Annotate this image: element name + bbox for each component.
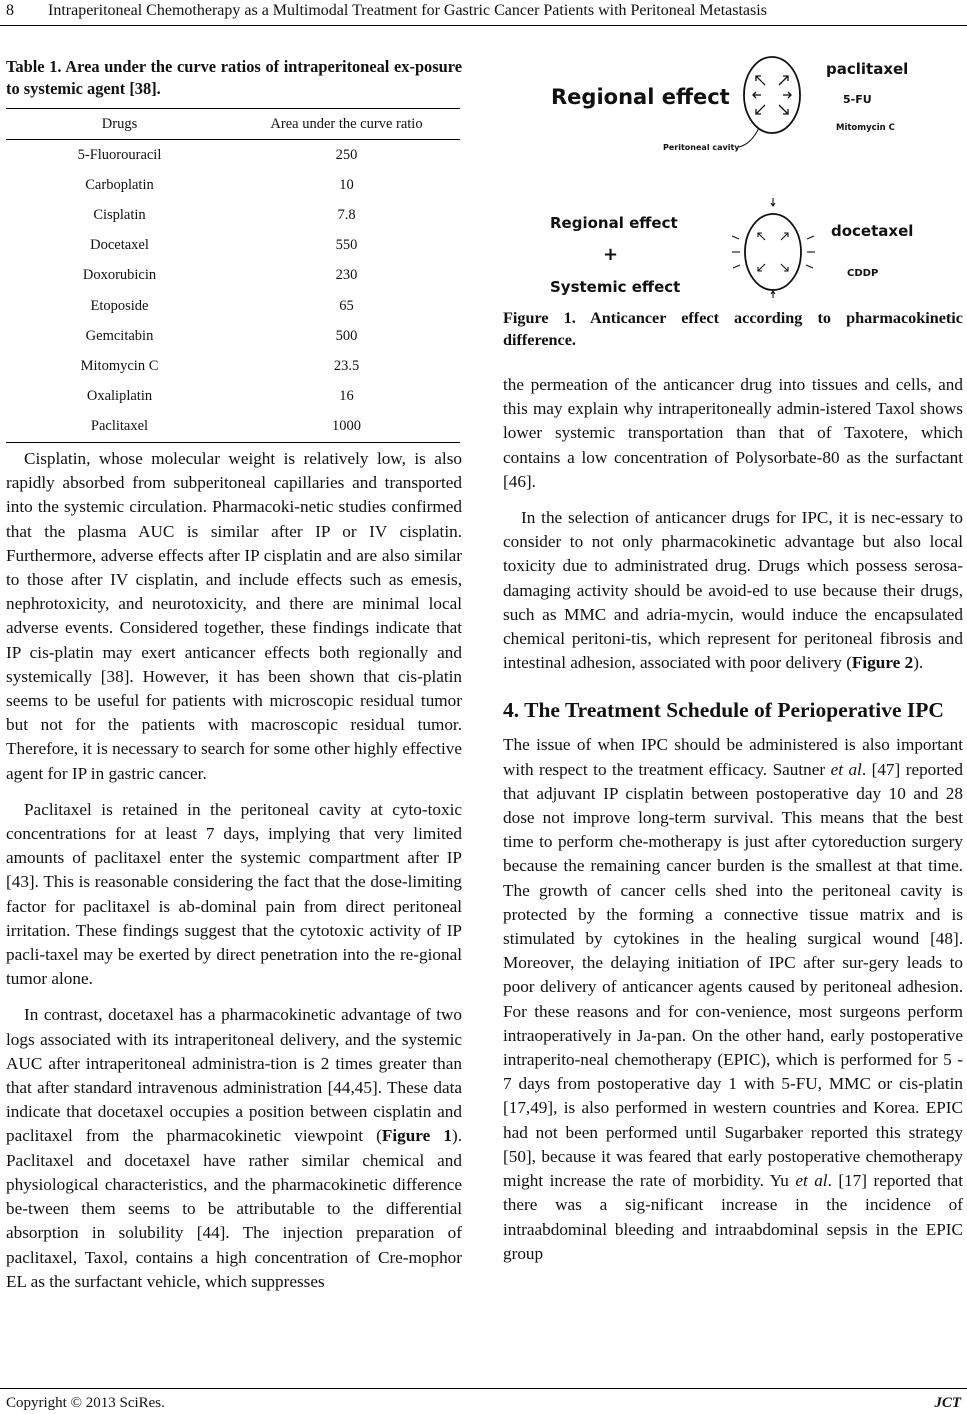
- text-run: ).: [913, 653, 924, 673]
- right-column: [503, 373, 963, 1266]
- figure-1-caption: Figure 1. Anticancer effect according to pharmacokinetic difference.: [503, 309, 963, 349]
- drug-cell: Oxaliplatin: [86, 388, 153, 405]
- text-run: In the selection of anticancer drugs for IPC, it is nec-essary to consider to not only pharmacokinetic advantage but also local toxicity due to administrated drug. Drugs which possess serosa-damaging activity should be avoid-ed to use because their drugs, such as MMC and adria-mycin, would induce the encapsulated chemical peritoni-tis, which represent for peritoneal fibrosis and intestinal adhesion, associated with poor delivery (: [503, 508, 963, 673]
- figure-1: [503, 40, 963, 302]
- left-column: [6, 447, 462, 1294]
- drug-cell: Mitomycin C: [80, 357, 159, 374]
- paragraph-cisplatin: Cisplatin, whose molecular weight is relatively low, is also rapidly absorbed from subperitoneal capillaries and transported into the systemic circulation. Pharmacoki-netic studies confirmed that the plasma AUC is similar after IP or IV cisplatin. Furthermore, adverse effects after IP cisplatin and are also similar to those after IV cisplatin, and include effects such as emesis, nephrotoxicity, and neurotoxicity, and there are minimal local adverse events. Considered together, these findings indicate that IP cis-platin may exert anticancer effects both regionally and systemically [38]. However, it has been shown that cis-platin seems to be useful for patients with microscopic residual tumor but not for the patients with macroscopic residual tumor. Therefore, it is necessary to search for some other highly effective agent for IP in gastric cancer.: [6, 449, 462, 783]
- ratio-cell: 10: [339, 176, 354, 193]
- et-al: et al: [830, 759, 862, 779]
- table-row: [6, 231, 460, 261]
- paragraph-schedule: [503, 733, 963, 1265]
- outward-arrows-icon: [753, 76, 791, 114]
- page-header: [0, 0, 967, 24]
- cavity-pointer-line: [739, 128, 759, 147]
- text-run: The issue of when IPC should be administered is also important with respect to the treatment efficacy. Sautner: [503, 735, 963, 779]
- table-row: [6, 170, 460, 200]
- drug-label-5fu: 5-FU: [843, 93, 872, 106]
- drug-cell: Carboplatin: [85, 176, 154, 193]
- footer-rule: [0, 1388, 967, 1389]
- column-header-drugs: Drugs: [6, 109, 233, 140]
- table-row: [6, 412, 460, 443]
- figure-2-reference[interactable]: Figure 2: [851, 653, 914, 673]
- table-caption: Table 1. Area under the curve ratios of intraperitoneal ex-posure to systemic agent [38].: [6, 57, 462, 98]
- ratio-cell: 16: [339, 388, 354, 405]
- running-title: Intraperitoneal Chemotherapy as a Multimodal Treatment for Gastric Cancer Patients with Peritoneal Metastasis: [48, 2, 767, 19]
- ratio-cell: 23.5: [333, 357, 360, 374]
- table-row: [6, 140, 460, 171]
- auc-ratio-table: [6, 108, 460, 443]
- page-footer: [0, 1388, 967, 1414]
- text-run: . [47] reported that adjuvant IP cisplatin between postoperative day 10 and 28 dose not improve long-term survival. This means that the best time to perform che-motherapy is just after cytoreduction surgery because the remaining cancer burden is the smallest at that time. The growth of cancer cells shed into the peritoneal cavity is protected by the forming a connective tissue matrix and is stimulated by cytokines in the healing surgical wound [48]. Moreover, the delaying initiation of IPC after sur-gery leads to poor delivery of anticancer agents caused by peritoneal adhesion. For these reasons and for con-venience, most surgeons perform intraoperatively in Ja-pan. On the other hand, early postoperative intraperito-neal chemotherapy (EPIC), which is performed for 5 - 7 days from postoperative day 1 with 5-FU, MMC or cis-platin [17,49], is also performed in western countries and Korea. EPIC had not been performed until Sugarbaker reported this strategy [50], because it was feared that early postoperative chemotherapy might increase the rate of morbidity. Yu: [503, 759, 963, 1191]
- drug-label-docetaxel: docetaxel: [831, 222, 914, 240]
- ratio-cell: 500: [335, 327, 358, 344]
- regional-effect-label: Regional effect: [551, 85, 730, 109]
- peritoneal-cavity-bottom: [745, 214, 801, 290]
- text-run: In contrast, docetaxel has a pharmacokinetic advantage of two logs associated with its intraperitoneal delivery, and the systemic AUC after intraperitoneal administra-tion is 2 times greater than that after standard intravenous administration [44,45]. These data indicate that docetaxel occupies a position between cisplatin and paclitaxel from the pharmacokinetic viewpoint (: [6, 1005, 462, 1146]
- table-row: [6, 261, 460, 291]
- text-run: . [17] reported that there was a sig-nificant increase in the incidence of intraabdominal bleeding and intraabdominal sepsis in the EPIC group: [503, 1171, 963, 1263]
- page-number: 8: [6, 2, 14, 19]
- text-run: ). Paclitaxel and docetaxel have rather similar chemical and physiological characteristics, and the pharmacokinetic difference be-tween them seems to be attributable to the differential absorption in solubility [44]. The injection preparation of paclitaxel, Taxol, contains a high concentration of Cre-mophor EL as the surfactant vehicle, which suppresses: [6, 1126, 462, 1291]
- table-row: [6, 321, 460, 351]
- figure-1-diagram: [503, 40, 963, 302]
- copyright-notice: Copyright © 2013 SciRes.: [6, 1395, 165, 1411]
- ratio-cell: 230: [335, 267, 358, 284]
- drug-cell: Etoposide: [90, 297, 149, 314]
- drug-cell: 5-Fluorouracil: [77, 146, 162, 163]
- plus-sign: +: [603, 244, 619, 265]
- figure-1-reference[interactable]: Figure 1: [381, 1126, 452, 1146]
- journal-abbreviation: JCT: [934, 1395, 961, 1411]
- ratio-cell: 65: [339, 297, 354, 314]
- table-row: [6, 200, 460, 230]
- ratio-cell: 550: [335, 237, 358, 254]
- ratio-cell: 250: [335, 146, 358, 163]
- paragraph-drug-selection: [503, 506, 963, 675]
- et-al: et al: [795, 1171, 828, 1191]
- ratio-cell: 7.8: [337, 206, 356, 223]
- header-rule: [0, 25, 967, 26]
- table-row: [6, 291, 460, 321]
- drug-cell: Gemcitabin: [85, 327, 154, 344]
- section-heading: 4. The Treatment Schedule of Perioperative IPC: [503, 698, 944, 723]
- drug-label-mitomycin-c: Mitomycin C: [836, 123, 895, 133]
- peritoneal-cavity-label: Peritoneal cavity: [663, 143, 740, 152]
- paragraph-permeation: the permeation of the anticancer drug into tissues and cells, and this may explain why intraperitoneally admin-istered Taxol shows lower systemic transportation than that of Taxotere, which contains a low concentration of Polysorbate-80 as the surfactant [46].: [503, 375, 963, 491]
- drug-label-cddp: CDDP: [847, 268, 879, 279]
- column-header-auc-ratio: Area under the curve ratio: [233, 109, 460, 140]
- table-header-row: [6, 109, 460, 140]
- table-row: [6, 351, 460, 381]
- drug-cell: Paclitaxel: [6, 412, 233, 443]
- regional-effect-label-2: Regional effect: [550, 214, 678, 232]
- ratio-cell: 1000: [233, 412, 460, 443]
- systemic-effect-label: Systemic effect: [550, 278, 681, 296]
- drug-label-paclitaxel: paclitaxel: [826, 60, 909, 78]
- drug-cell: Doxorubicin: [82, 267, 157, 284]
- paragraph-paclitaxel: Paclitaxel is retained in the peritoneal cavity at cyto-toxic concentrations for at least 7 days, implying that very limited amounts of paclitaxel enter the systemic compartment after IP [43]. This is reasonable considering the fact that the dose-limiting factor for paclitaxel is ab-dominal pain from direct peritoneal irritation. These findings suggest that the cytotoxic activity of IP pacli-taxel may be exerted by direct penetration into the re-gional tumor alone.: [6, 799, 462, 989]
- drug-cell: Cisplatin: [93, 206, 146, 223]
- paragraph-docetaxel: [6, 1003, 462, 1293]
- table-row: [6, 382, 460, 412]
- drug-cell: Docetaxel: [90, 237, 149, 254]
